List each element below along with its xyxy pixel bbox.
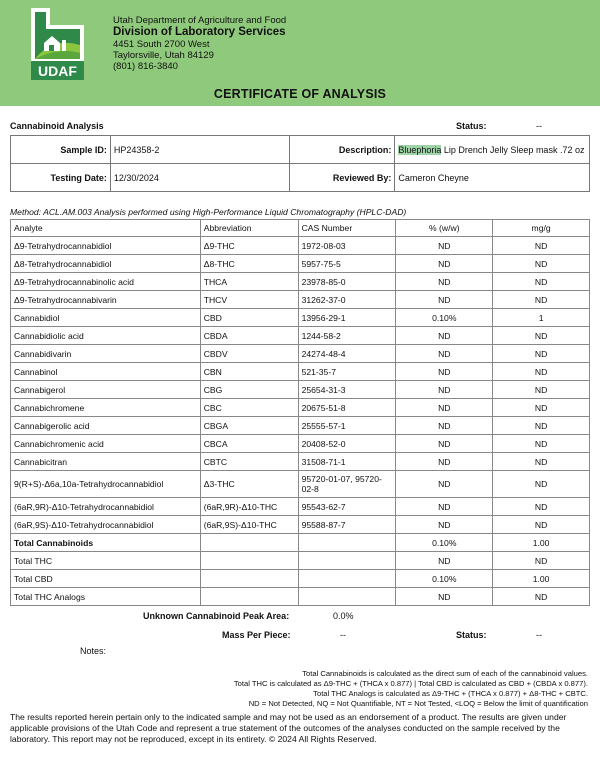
footnote-total-cannabinoids: Total Cannabinoids is calculated as the direct sum of each of the cannabinoid values. — [302, 669, 588, 678]
percent-cell: ND — [396, 363, 493, 381]
cas-number-cell: 1244-58-2 — [298, 327, 396, 345]
col-percent: % (w/w) — [396, 220, 493, 237]
percent-cell: ND — [396, 291, 493, 309]
table-row — [11, 453, 590, 471]
summary-row — [11, 588, 590, 606]
analyte-cell: Cannabigerolic acid — [11, 417, 201, 435]
abbreviation-cell: (6aR,9R)-Δ10-THC — [200, 498, 298, 516]
percent-cell: ND — [396, 255, 493, 273]
cas-number-cell: 20408-52-0 — [298, 435, 396, 453]
footnote-abbreviations: ND = Not Detected, NQ = Not Quantifiable, NT = Not Tested, <LOQ = Below the limit of quantification — [248, 699, 588, 708]
reviewed-by-label: Reviewed By: — [290, 164, 395, 192]
description-rest: Lip Drench Jelly Sleep mask .72 oz — [441, 144, 585, 155]
table-row — [11, 399, 590, 417]
certificate-title: CERTIFICATE OF ANALYSIS — [213, 87, 387, 101]
abbreviation-cell: CBTC — [200, 453, 298, 471]
summary-analyte-cell: Total CBD — [11, 570, 201, 588]
sample-info-table — [10, 135, 590, 192]
percent-cell: ND — [396, 471, 493, 498]
status-label: Status: — [456, 121, 487, 131]
udaf-logo — [30, 7, 85, 81]
abbreviation-cell: CBCA — [200, 435, 298, 453]
table-row — [11, 516, 590, 534]
mg-per-g-cell: ND — [493, 417, 590, 435]
unknown-peak-value: 0.0% — [333, 611, 354, 621]
analyte-cell: Δ8-Tetrahydrocannabidiol — [11, 255, 201, 273]
summary-mg-cell: ND — [493, 552, 590, 570]
table-row — [11, 327, 590, 345]
summary-percent-cell: ND — [396, 552, 493, 570]
percent-cell: 0.10% — [396, 309, 493, 327]
abbreviation-cell: Δ8-THC — [200, 255, 298, 273]
results-body — [11, 237, 590, 606]
summary-percent-cell: 0.10% — [396, 534, 493, 552]
abbreviation-cell: CBDV — [200, 345, 298, 363]
abbreviation-cell: THCA — [200, 273, 298, 291]
address-line-1: 4451 South 2700 West — [113, 39, 210, 50]
empty-cell — [298, 552, 396, 570]
cas-number-cell: 24274-48-4 — [298, 345, 396, 363]
mass-per-piece-value: -- — [340, 630, 346, 640]
analyte-cell: Cannabinol — [11, 363, 201, 381]
abbreviation-cell: CBGA — [200, 417, 298, 435]
cas-number-cell: 23978-85-0 — [298, 273, 396, 291]
phone-number: (801) 816-3840 — [113, 61, 178, 72]
abbreviation-cell: CBD — [200, 309, 298, 327]
abbreviation-cell: CBDA — [200, 327, 298, 345]
method-note: Method: ACL.AM.003 Analysis performed using High-Performance Liquid Chromatography (HPLC-DAD) — [10, 207, 407, 217]
status-value: -- — [536, 121, 542, 131]
header-banner — [0, 0, 600, 106]
percent-cell: ND — [396, 327, 493, 345]
empty-cell — [200, 552, 298, 570]
empty-cell — [298, 534, 396, 552]
cas-number-cell: 20675-51-8 — [298, 399, 396, 417]
abbreviation-cell: Δ9-THC — [200, 237, 298, 255]
abbreviation-cell: THCV — [200, 291, 298, 309]
footnote-total-thc-cbd: Total THC is calculated as Δ9-THC + (THCA x 0.877) | Total CBD is calculated as CBD + (CBDA x 0.877). — [233, 679, 588, 688]
analyte-cell: Cannabichromenic acid — [11, 435, 201, 453]
empty-cell — [200, 570, 298, 588]
analyte-cell: 9(R+S)-Δ6a,10a-Tetrahydrocannabidiol — [11, 471, 201, 498]
results-table — [10, 219, 590, 606]
mass-per-piece-label: Mass Per Piece: — [222, 630, 291, 640]
cas-number-cell: 95543-62-7 — [298, 498, 396, 516]
mg-per-g-cell: ND — [493, 237, 590, 255]
percent-cell: ND — [396, 498, 493, 516]
mg-per-g-cell: ND — [493, 381, 590, 399]
mg-per-g-cell: ND — [493, 453, 590, 471]
empty-cell — [200, 534, 298, 552]
summary-analyte-cell: Total THC — [11, 552, 201, 570]
abbreviation-cell: CBC — [200, 399, 298, 417]
mg-per-g-cell: ND — [493, 471, 590, 498]
table-row — [11, 363, 590, 381]
summary-row — [11, 570, 590, 588]
percent-cell: ND — [396, 453, 493, 471]
mg-per-g-cell: ND — [493, 327, 590, 345]
empty-cell — [298, 588, 396, 606]
summary-mg-cell: 1.00 — [493, 534, 590, 552]
analyte-cell: Cannabicitran — [11, 453, 201, 471]
abbreviation-cell: (6aR,9S)-Δ10-THC — [200, 516, 298, 534]
testing-date-label: Testing Date: — [11, 164, 111, 192]
description-highlight: Bluephoria — [398, 144, 442, 155]
unknown-peak-label: Unknown Cannabinoid Peak Area: — [143, 611, 290, 621]
mg-per-g-cell: ND — [493, 363, 590, 381]
percent-cell: ND — [396, 516, 493, 534]
summary-row — [11, 552, 590, 570]
mg-per-g-cell: 1 — [493, 309, 590, 327]
lab-contact — [113, 15, 286, 72]
sample-id-label: Sample ID: — [11, 136, 111, 164]
mg-per-g-cell: ND — [493, 435, 590, 453]
table-row — [11, 273, 590, 291]
table-row — [11, 309, 590, 327]
analyte-cell: Cannabigerol — [11, 381, 201, 399]
percent-cell: ND — [396, 381, 493, 399]
col-mg-per-g: mg/g — [493, 220, 590, 237]
col-analyte: Analyte — [11, 220, 201, 237]
mg-per-g-cell: ND — [493, 345, 590, 363]
section-title: Cannabinoid Analysis — [10, 121, 104, 131]
mg-per-g-cell: ND — [493, 255, 590, 273]
abbreviation-cell: Δ3-THC — [200, 471, 298, 498]
abbreviation-cell: CBG — [200, 381, 298, 399]
col-cas-number: CAS Number — [298, 220, 396, 237]
summary-row — [11, 534, 590, 552]
percent-cell: ND — [396, 399, 493, 417]
percent-cell: ND — [396, 435, 493, 453]
percent-cell: ND — [396, 417, 493, 435]
disclaimer: The results reported herein pertain only to the indicated sample and may not be used as an endorsement of a product. The results are given under applicable provisions of the Utah Code and represent a true statement of the outcomes of the analyses conducted on the sample received by the laboratory. This report may not be reproduced, except in its entirety. © 2024 All Rights Reserved. — [10, 712, 567, 744]
mg-per-g-cell: ND — [493, 291, 590, 309]
cas-number-cell: 95588-87-7 — [298, 516, 396, 534]
table-row — [11, 291, 590, 309]
analyte-cell: Δ9-Tetrahydrocannabivarin — [11, 291, 201, 309]
analyte-cell: Cannabichromene — [11, 399, 201, 417]
table-row — [11, 255, 590, 273]
calculation-footnotes — [234, 669, 588, 709]
percent-cell: ND — [396, 273, 493, 291]
logo-text: UDAF — [38, 63, 77, 79]
cas-number-cell: 31508-71-1 — [298, 453, 396, 471]
mass-status-label: Status: — [456, 630, 487, 640]
testing-date-value: 12/30/2024 — [110, 164, 290, 192]
analyte-cell: (6aR,9S)-Δ10-Tetrahydrocannabidiol — [11, 516, 201, 534]
sample-id-value: HP24358-2 — [110, 136, 290, 164]
mass-status-value: -- — [536, 630, 542, 640]
mg-per-g-cell: ND — [493, 498, 590, 516]
cas-number-cell: 25555-57-1 — [298, 417, 396, 435]
cas-number-cell: 1972-08-03 — [298, 237, 396, 255]
cas-number-cell: 95720-01-07, 95720-02-8 — [298, 471, 396, 498]
empty-cell — [298, 570, 396, 588]
cas-number-cell: 13956-29-1 — [298, 309, 396, 327]
summary-percent-cell: 0.10% — [396, 570, 493, 588]
summary-percent-cell: ND — [396, 588, 493, 606]
analyte-cell: Δ9-Tetrahydrocannabidiol — [11, 237, 201, 255]
cas-number-cell: 25654-31-3 — [298, 381, 396, 399]
table-row — [11, 498, 590, 516]
cas-number-cell: 31262-37-0 — [298, 291, 396, 309]
summary-analyte-cell: Total Cannabinoids — [11, 534, 201, 552]
summary-mg-cell: ND — [493, 588, 590, 606]
cas-number-cell: 5957-75-5 — [298, 255, 396, 273]
results-header-row — [11, 220, 590, 237]
reviewed-by-value: Cameron Cheyne — [395, 164, 590, 192]
table-row — [11, 435, 590, 453]
address-line-2: Taylorsville, Utah 84129 — [113, 50, 214, 61]
abbreviation-cell: CBN — [200, 363, 298, 381]
analyte-cell: Cannabidiol — [11, 309, 201, 327]
analyte-cell: Δ9-Tetrahydrocannabinolic acid — [11, 273, 201, 291]
empty-cell — [200, 588, 298, 606]
analyte-cell: (6aR,9R)-Δ10-Tetrahydrocannabidiol — [11, 498, 201, 516]
mg-per-g-cell: ND — [493, 273, 590, 291]
col-abbreviation: Abbreviation — [200, 220, 298, 237]
percent-cell: ND — [396, 345, 493, 363]
table-row — [11, 417, 590, 435]
mg-per-g-cell: ND — [493, 399, 590, 417]
summary-analyte-cell: Total THC Analogs — [11, 588, 201, 606]
table-row — [11, 381, 590, 399]
division-name: Division of Laboratory Services — [113, 26, 286, 38]
description-value — [395, 136, 590, 164]
description-label: Description: — [290, 136, 395, 164]
table-row — [11, 237, 590, 255]
footnote-thc-analogs: Total THC Analogs is calculated as Δ9-THC + (THCA x 0.877) + Δ8-THC + CBTC. — [313, 689, 588, 698]
table-row — [11, 471, 590, 498]
summary-mg-cell: 1.00 — [493, 570, 590, 588]
mg-per-g-cell: ND — [493, 516, 590, 534]
table-row — [11, 345, 590, 363]
analyte-cell: Cannabidiolic acid — [11, 327, 201, 345]
department-name: Utah Department of Agriculture and Food — [113, 15, 287, 26]
percent-cell: ND — [396, 237, 493, 255]
notes-label: Notes: — [80, 646, 107, 656]
analyte-cell: Cannabidivarin — [11, 345, 201, 363]
cas-number-cell: 521-35-7 — [298, 363, 396, 381]
